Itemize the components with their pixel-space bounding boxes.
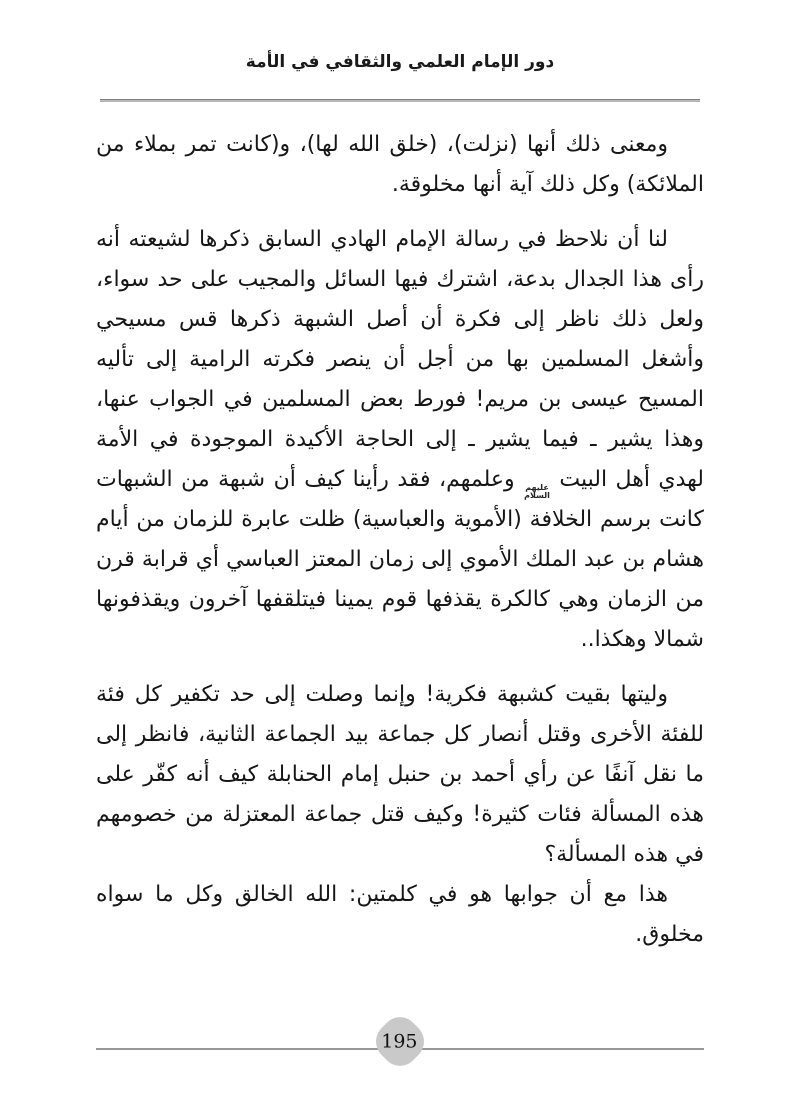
page-number-badge <box>368 1010 432 1074</box>
paragraph-4: هذا مع أن جوابها هو في كلمتين: الله الخالق وكل ما سواه مخلوق. <box>96 882 704 947</box>
page-title: دور الإمام العلمي والثقافي في الأمة <box>245 52 555 72</box>
honorific-line-1: عليهم <box>525 483 549 492</box>
paragraph-1: ومعنى ذلك أنها (نزلت)، (خلق الله لها)، و(كانت تمر بملاء من الملائكة) وكل ذلك آية أنها مخلوقة. <box>96 132 704 197</box>
paragraph-2 <box>96 220 704 660</box>
body-text <box>96 125 704 955</box>
paragraph-2-text-after: وعلمهم، فقد رأينا كيف أن شبهة من الشبهات كانت برسم الخلافة (الأموية والعباسية) ظلت عابرة للزمان من أيام هشام بن عبد الملك الأموي إلى زمان المعتز العباسي أي قرابة قرن من الزمان وهي كالكرة يقذفها قوم يمينا فيتلقفها آخرون ويقذفونها شمالا وهكذا.. <box>96 467 704 652</box>
ahl-albayt-honorific-stamp <box>524 484 550 500</box>
honorific-line-2: السلام <box>524 491 550 500</box>
header-divider <box>100 99 700 102</box>
paragraph-3: وليتها بقيت كشبهة فكرية! وإنما وصلت إلى حد تكفير كل فئة للفئة الأخرى وقتل أنصار كل جماعة بيد الجماعة الثانية، فانظر إلى ما نقل آنفًا عن رأي أحمد بن حنبل إمام الحنابلة كيف أنه كفّر على هذه المسألة فئات كثيرة! وكيف قتل جماعة المعتزلة من خصومهم في هذه المسألة؟ <box>96 682 704 867</box>
page-number: 195 <box>381 1030 419 1053</box>
paragraph-2-text-before: لنا أن نلاحظ في رسالة الإمام الهادي السابق ذكرها لشيعته أنه رأى هذا الجدال بدعة، اشترك فيها السائل والمجيب على حد سواء، ولعل ذلك ناظر إلى فكرة أن أصل الشبهة ذكرها قس مسيحي وأشغل المسلمين بها من أجل أن ينصر فكرته الرامية إلى تأليه المسيح عيسى بن مريم! فورط بعض المسلمين في الجواب عنها، وهذا يشير ـ فيما يشير ـ إلى الحاجة الأكيدة الموجودة في الأمة لهدي أهل البيت <box>96 227 705 492</box>
